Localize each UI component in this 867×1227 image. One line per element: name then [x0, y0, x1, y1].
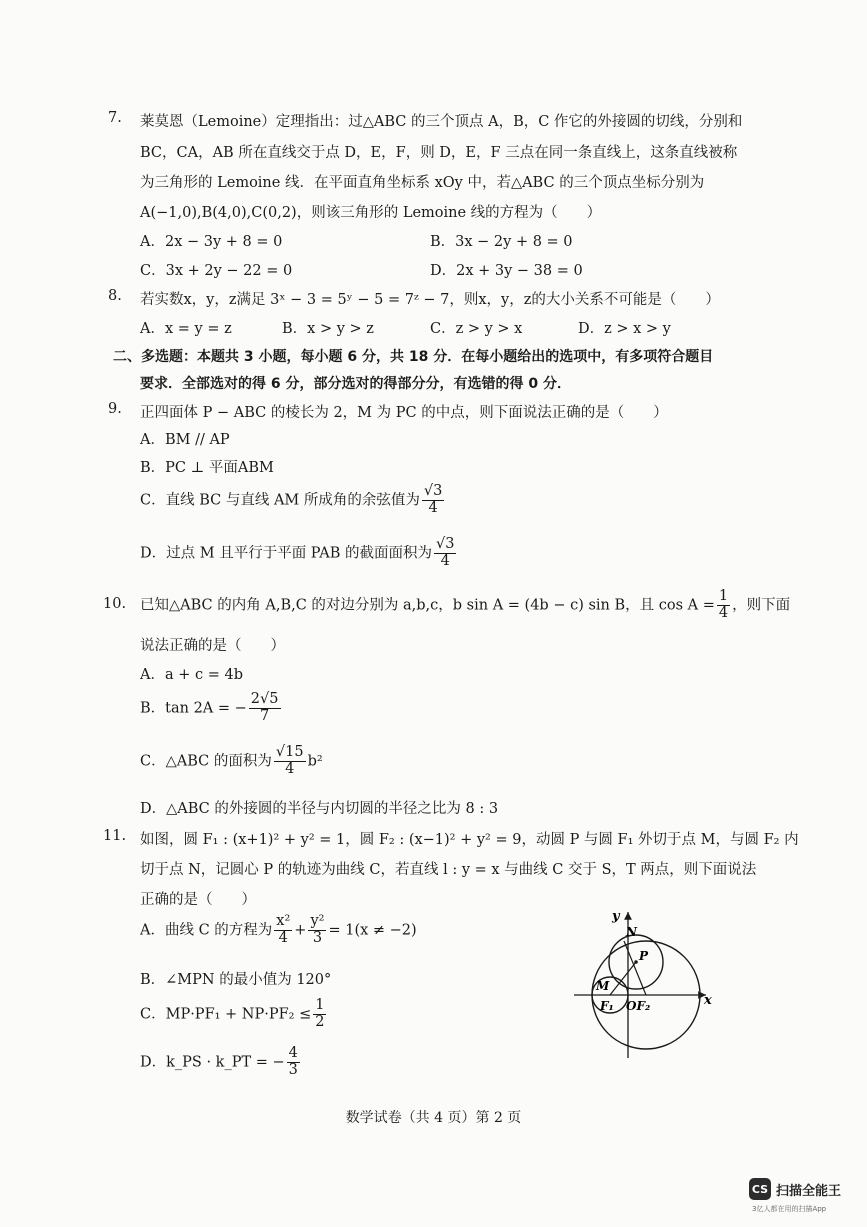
- page-footer: 数学试卷（共 4 页）第 2 页: [345, 1110, 522, 1126]
- point-p: [634, 960, 638, 964]
- q11-line3: 正确的是（ ）: [140, 892, 256, 908]
- q8-option-b: B．x > y > z: [282, 321, 374, 337]
- q10-cosA-fraction: [717, 589, 730, 622]
- q11-option-d: [140, 1046, 302, 1079]
- q7-line1: 莱莫恩（Lemoine）定理指出：过△ABC 的三个顶点 A，B，C 作它的外接圆的切线，分别和: [140, 114, 743, 130]
- q10-line1-tail: ，则下面: [732, 597, 791, 614]
- q11-option-a-text: A．曲线 C 的方程为: [140, 922, 273, 939]
- q9-line1: 正四面体 P − ABC 的棱长为 2，M 为 PC 的中点，则下面说法正确的是（ ）: [140, 405, 668, 421]
- q7-number: 7.: [108, 110, 122, 126]
- q9-option-c-numerator: √3: [423, 483, 443, 499]
- q7-option-c: C．3x + 2y − 22 = 0: [140, 263, 293, 279]
- q11-option-a-x-denominator: 4: [278, 929, 288, 946]
- label-p: P: [639, 949, 649, 963]
- label-f1: F₁: [600, 999, 614, 1013]
- label-x: x: [704, 993, 712, 1008]
- q9-option-c: [140, 484, 446, 517]
- q11-option-d-fraction: [287, 1046, 300, 1079]
- q10-option-c-fraction: [274, 745, 306, 778]
- q10-line2: 说法正确的是（ ）: [140, 638, 285, 654]
- q11-option-c-denominator: 2: [315, 1013, 325, 1030]
- q10-option-b: [140, 692, 283, 725]
- q10-option-d: D．△ABC 的外接圆的半径与内切圆的半径之比为 8 : 3: [140, 801, 499, 817]
- q11-option-b: B．∠MPN 的最小值为 120°: [140, 972, 332, 988]
- q11-option-d-numerator: 4: [288, 1045, 298, 1061]
- camscanner-logo-icon: CS: [749, 1178, 771, 1200]
- q11-option-c-text: C．MP·PF₁ + NP·PF₂ ≤: [140, 1006, 312, 1023]
- q11-option-a-fraction-y: [308, 914, 326, 947]
- q8-option-a: A．x = y = z: [140, 321, 232, 337]
- q10-number: 10.: [103, 596, 127, 612]
- q11-option-d-text: D．k_PS · k_PT = −: [140, 1054, 285, 1071]
- q9-option-c-denominator: 4: [428, 499, 438, 516]
- q11-number: 11.: [103, 828, 127, 844]
- q9-option-d-fraction: [434, 537, 456, 570]
- q10-option-c: [140, 745, 323, 778]
- q10-cosA-denominator: 4: [718, 604, 729, 621]
- section2-line2: 要求．全部选对的得 6 分，部分选对的得部分分，有选错的得 0 分．: [140, 376, 571, 392]
- q11-option-a-y-denominator: 3: [312, 929, 323, 946]
- q9-option-d: [140, 537, 458, 570]
- q10-line1: [140, 589, 790, 622]
- q10-option-c-numerator: √15: [275, 744, 304, 760]
- q8-number: 8.: [108, 288, 122, 304]
- label-y: y: [612, 909, 620, 924]
- watermark-name: 扫描全能王: [776, 1184, 842, 1199]
- q11-option-c-numerator: 1: [315, 997, 325, 1013]
- q10-option-b-denominator: 7: [260, 707, 270, 724]
- q7-option-a: A．2x − 3y + 8 = 0: [140, 234, 283, 250]
- q7-line2: BC，CA，AB 所在直线交于点 D，E，F，则 D，E，F 三点在同一条直线上，这条直线被称: [140, 145, 738, 161]
- q9-option-d-denominator: 4: [440, 552, 450, 569]
- q10-option-b-fraction: [249, 692, 281, 725]
- watermark-subtitle: 3亿人都在用的扫描App: [752, 1205, 827, 1213]
- q10-option-c-text: C．△ABC 的面积为: [140, 753, 272, 770]
- q8-option-c: C．z > y > x: [430, 321, 523, 337]
- q7-option-b: B．3x − 2y + 8 = 0: [430, 234, 573, 250]
- q10-option-b-text: B．tan 2A = −: [140, 700, 247, 717]
- q11-option-a-tail: = 1(x ≠ −2): [328, 922, 417, 939]
- q7-line4: A(−1,0),B(4,0),C(0,2)，则该三角形的 Lemoine 线的方程为（ ）: [140, 205, 602, 221]
- q9-option-c-fraction: [422, 484, 444, 517]
- q9-option-a: A．BM // AP: [140, 432, 230, 448]
- q11-option-a-x-numerator: x²: [276, 913, 291, 929]
- q11-option-a-plus: +: [294, 922, 307, 939]
- q11-option-d-denominator: 3: [288, 1061, 298, 1078]
- label-of2: OF₂: [626, 999, 651, 1013]
- q9-option-c-text: C．直线 BC 与直线 AM 所成角的余弦值为: [140, 492, 420, 509]
- q11-option-c: [140, 998, 328, 1031]
- q11-option-a: [140, 914, 417, 947]
- section2-line1: 二、多选题：本题共 3 小题，每小题 6 分，共 18 分．在每小题给出的选项中，有多项符合题目: [113, 349, 714, 365]
- q11-option-c-fraction: [313, 998, 326, 1031]
- q10-option-c-denominator: 4: [285, 760, 295, 777]
- q8-option-d: D．z > x > y: [578, 321, 671, 337]
- q10-option-b-numerator: 2√5: [250, 691, 279, 707]
- label-n: N: [626, 925, 637, 939]
- q10-line1-text: 已知△ABC 的内角 A,B,C 的对边分别为 a,b,c，b sin A = (4b − c) sin B，且 cos A =: [140, 597, 715, 614]
- q11-line2: 切于点 N，记圆心 P 的轨迹为曲线 C，若直线 l : y = x 与曲线 C 交于 S，T 两点，则下面说法: [140, 862, 757, 878]
- q10-option-a: A．a + c = 4b: [140, 667, 243, 683]
- q11-option-a-y-numerator: y²: [310, 913, 325, 929]
- q11-figure: [566, 898, 716, 1068]
- q9-number: 9.: [108, 401, 122, 417]
- q9-option-b: B．PC ⊥ 平面ABM: [140, 460, 274, 476]
- q8-line1: 若实数x，y，z满足 3ˣ − 3 = 5ʸ − 5 = 7ᶻ − 7，则x，y，z的大小关系不可能是（ ）: [140, 292, 720, 308]
- q9-option-d-numerator: √3: [435, 536, 455, 552]
- q11-option-a-fraction-x: [274, 914, 292, 947]
- q7-line3: 为三角形的 Lemoine 线．在平面直角坐标系 xOy 中，若△ABC 的三个顶点坐标分别为: [140, 175, 705, 191]
- label-m: M: [596, 979, 610, 993]
- q10-option-c-tail: b²: [307, 753, 323, 770]
- q10-cosA-numerator: 1: [718, 588, 729, 604]
- q7-option-d: D．2x + 3y − 38 = 0: [430, 263, 583, 279]
- q9-option-d-text: D．过点 M 且平行于平面 PAB 的截面面积为: [140, 545, 432, 562]
- q11-line1: 如图，圆 F₁ : (x+1)² + y² = 1，圆 F₂ : (x−1)² + y² = 9，动圆 P 与圆 F₁ 外切于点 M，与圆 F₂ 内: [140, 832, 799, 848]
